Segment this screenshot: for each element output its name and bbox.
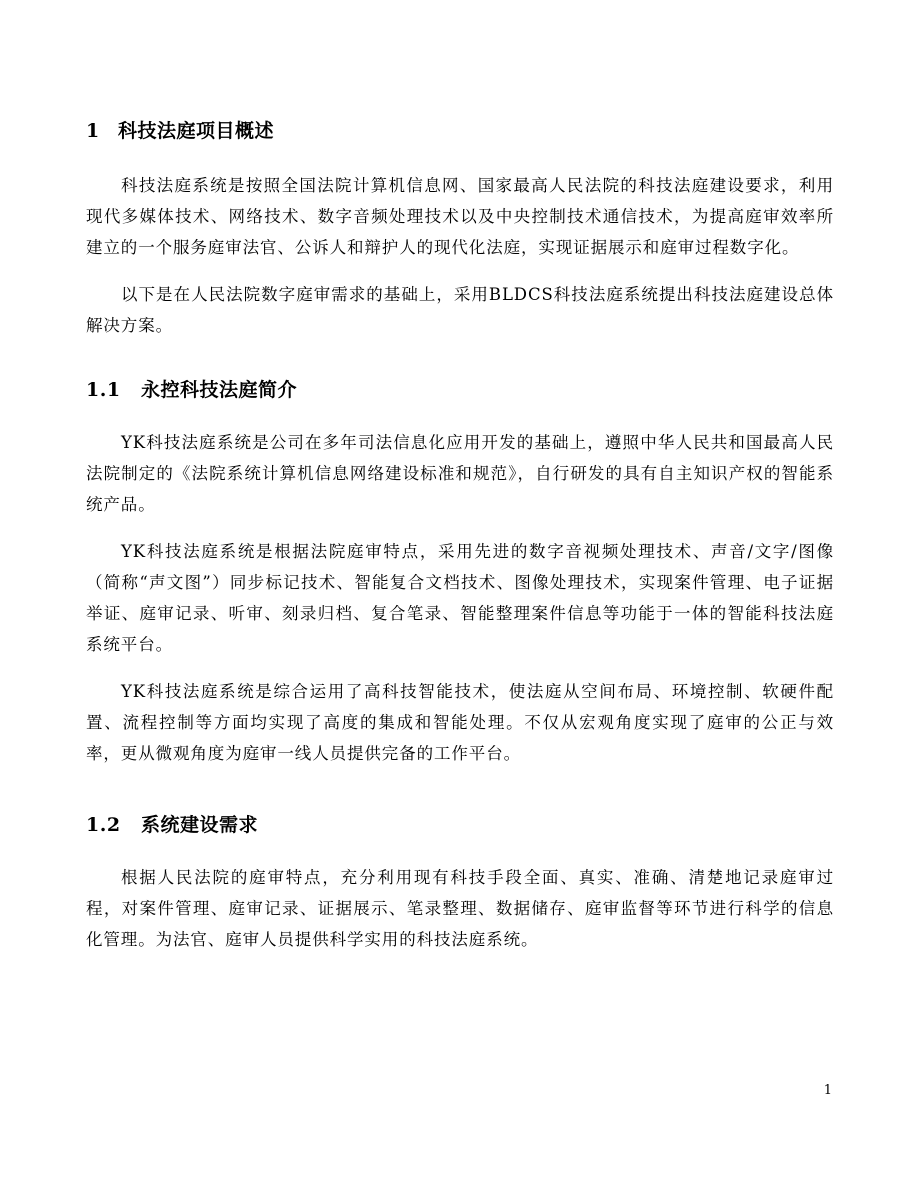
section-heading-1-2 [86,810,258,837]
paragraph: 科技法庭系统是按照全国法院计算机信息网、国家最高人民法院的科技法庭建设要求，利用现代多媒体技术、网络技术、数字音频处理技术以及中央控制技术通信技术，为提高庭审效率所建立的一个服务庭审法官、公诉人和辩护人的现代化法庭，实现证据展示和庭审过程数字化。 [86,176,834,257]
section-heading-1 [86,116,274,143]
paragraph: 根据人民法院的庭审特点，充分利用现有科技手段全面、真实、准确、清楚地记录庭审过程，对案件管理、庭审记录、证据展示、笔录整理、数据储存、庭审监督等环节进行科学的信息化管理。为法官、庭审人员提供科学实用的科技法庭系统。 [86,868,834,949]
section-number: 1.1 [86,379,121,401]
section-number: 1.2 [86,814,121,836]
section-title: 系统建设需求 [141,814,259,836]
paragraph: YK科技法庭系统是公司在多年司法信息化应用开发的基础上，遵照中华人民共和国最高人民法院制定的《法院系统计算机信息网络建设标准和规范》，自行研发的具有自主知识产权的智能系统产品。 [86,433,834,514]
paragraph: 以下是在人民法院数字庭审需求的基础上，采用BLDCS科技法庭系统提出科技法庭建设总体解决方案。 [86,285,834,335]
section-title: 科技法庭项目概述 [118,120,275,142]
section-number: 1 [86,120,100,142]
section-title: 永控科技法庭简介 [141,379,298,401]
section-heading-1-1 [86,375,297,402]
paragraph: YK科技法庭系统是根据法院庭审特点，采用先进的数字音视频处理技术、声音/文字/图像（简称“声文图”）同步标记技术、智能复合文档技术、图像处理技术，实现案件管理、电子证据举证、庭审记录、听审、刻录归档、复合笔录、智能整理案件信息等功能于一体的智能科技法庭系统平台。 [86,542,834,654]
paragraph: YK科技法庭系统是综合运用了高科技智能技术，使法庭从空间布局、环境控制、软硬件配置、流程控制等方面均实现了高度的集成和智能处理。不仅从宏观角度实现了庭审的公正与效率，更从微观角度为庭审一线人员提供完备的工作平台。 [86,682,834,763]
page-number: 1 [823,1083,832,1098]
